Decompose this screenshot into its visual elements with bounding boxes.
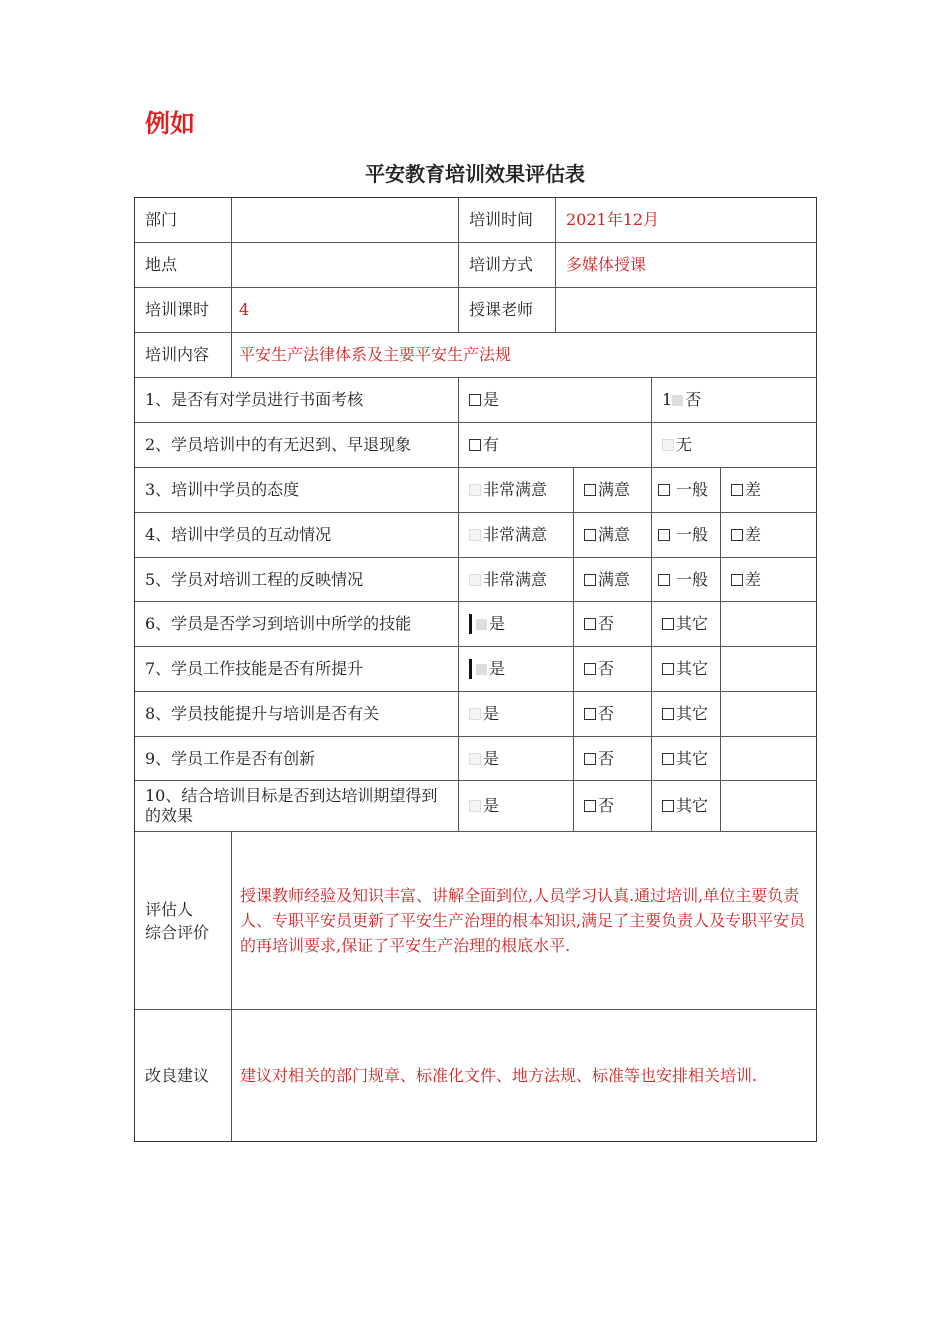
q10-option-no[interactable]: 否 <box>574 781 652 832</box>
checkbox-icon <box>662 708 674 720</box>
q7-option-other[interactable]: 其它 <box>652 647 721 692</box>
dept-label: 部门 <box>135 198 232 243</box>
checkbox-icon <box>731 574 743 586</box>
q3-option-satisfied[interactable]: 满意 <box>574 468 652 513</box>
checkbox-icon <box>469 800 481 812</box>
teacher-value <box>556 288 817 333</box>
q10-option-yes[interactable]: 是 <box>459 781 574 832</box>
checkbox-icon <box>658 529 670 541</box>
q4-option-very-satisfied[interactable]: 非常满意 <box>459 513 574 558</box>
checkbox-icon <box>469 439 481 451</box>
evaluation-text: 授课教师经验及知识丰富、讲解全面到位,人员学习认真.通过培训,单位主要负责人、专职平安员更新了平安生产治理的根本知识,满足了主要负责人及专职平安员的再培训要求,保证了平安生产治理的根底水平. <box>232 832 817 1010</box>
teacher-label: 授课老师 <box>459 288 556 333</box>
checkbox-icon <box>731 529 743 541</box>
q5-option-average[interactable]: 一般 <box>652 558 721 602</box>
checkbox-icon <box>469 394 481 406</box>
content-label: 培训内容 <box>135 333 232 378</box>
q3-option-very-satisfied[interactable]: 非常满意 <box>459 468 574 513</box>
checkbox-icon <box>662 800 674 812</box>
q4-option-satisfied[interactable]: 满意 <box>574 513 652 558</box>
q1-option-yes[interactable]: 是 <box>459 378 652 423</box>
checkbox-icon <box>584 753 596 765</box>
q9-blank <box>721 737 817 781</box>
checkbox-icon <box>469 529 481 541</box>
q8-option-no[interactable]: 否 <box>574 692 652 737</box>
checkbox-icon <box>584 708 596 720</box>
question-9: 9、学员工作是否有创新 <box>135 737 459 781</box>
q3-option-average[interactable]: 一般 <box>652 468 721 513</box>
page-title: 平安教育培训效果评估表 <box>365 162 585 186</box>
selected-mark-icon <box>469 659 472 679</box>
evaluation-label: 评估人 综合评价 <box>135 832 232 1010</box>
q7-blank <box>721 647 817 692</box>
time-label: 培训时间 <box>459 198 556 243</box>
improvement-label: 改良建议 <box>135 1010 232 1141</box>
q4-option-poor[interactable]: 差 <box>721 513 817 558</box>
selected-mark-icon <box>469 614 472 634</box>
checkbox-icon <box>476 664 487 675</box>
q9-option-other[interactable]: 其它 <box>652 737 721 781</box>
q6-option-yes[interactable]: 是 <box>459 602 574 647</box>
dept-value <box>232 198 459 243</box>
checkbox-icon <box>469 753 481 765</box>
question-7: 7、学员工作技能是否有所提升 <box>135 647 459 692</box>
checkbox-icon <box>584 574 596 586</box>
checkbox-icon <box>662 753 674 765</box>
q6-option-other[interactable]: 其它 <box>652 602 721 647</box>
checkbox-icon <box>584 529 596 541</box>
question-2: 2、学员培训中的有无迟到、早退现象 <box>135 423 459 468</box>
checkbox-icon <box>469 574 481 586</box>
evaluation-form-table <box>134 197 817 1142</box>
hours-label: 培训课时 <box>135 288 232 333</box>
checkbox-icon <box>584 484 596 496</box>
q2-option-yes[interactable]: 有 <box>459 423 652 468</box>
q9-option-no[interactable]: 否 <box>574 737 652 781</box>
question-4: 4、培训中学员的互动情况 <box>135 513 459 558</box>
checkbox-icon <box>672 395 683 406</box>
checkbox-icon <box>662 663 674 675</box>
example-label: 例如 <box>145 109 196 138</box>
q8-blank <box>721 692 817 737</box>
method-value: 多媒体授课 <box>556 243 817 288</box>
time-value: 2021年12月 <box>556 198 817 243</box>
question-3: 3、培训中学员的态度 <box>135 468 459 513</box>
checkbox-icon <box>658 574 670 586</box>
improvement-text: 建议对相关的部门规章、标准化文件、地方法规、标准等也安排相关培训. <box>240 1066 758 1085</box>
q7-option-yes[interactable]: 是 <box>459 647 574 692</box>
q5-option-very-satisfied[interactable]: 非常满意 <box>459 558 574 602</box>
hours-value: 4 <box>232 288 459 333</box>
question-8: 8、学员技能提升与培训是否有关 <box>135 692 459 737</box>
checkbox-icon <box>584 800 596 812</box>
location-label: 地点 <box>135 243 232 288</box>
q10-blank <box>721 781 817 832</box>
q5-option-satisfied[interactable]: 满意 <box>574 558 652 602</box>
q6-option-no[interactable]: 否 <box>574 602 652 647</box>
checkbox-icon <box>658 484 670 496</box>
q2-option-no[interactable]: 无 <box>652 423 817 468</box>
checkbox-icon <box>731 484 743 496</box>
checkbox-icon <box>662 439 674 451</box>
checkbox-icon <box>469 708 481 720</box>
q3-option-poor[interactable]: 差 <box>721 468 817 513</box>
question-10: 10、结合培训目标是否到达培训期望得到的效果 <box>135 781 459 832</box>
q10-option-other[interactable]: 其它 <box>652 781 721 832</box>
question-1: 1、是否有对学员进行书面考核 <box>135 378 459 423</box>
q8-option-other[interactable]: 其它 <box>652 692 721 737</box>
checkbox-icon <box>584 663 596 675</box>
q7-option-no[interactable]: 否 <box>574 647 652 692</box>
q5-option-poor[interactable]: 差 <box>721 558 817 602</box>
q8-option-yes[interactable]: 是 <box>459 692 574 737</box>
question-5: 5、学员对培训工程的反映情况 <box>135 558 459 602</box>
q6-blank <box>721 602 817 647</box>
q1-option-no[interactable]: 1 否 <box>652 378 817 423</box>
checkbox-icon <box>476 619 487 630</box>
question-6: 6、学员是否学习到培训中所学的技能 <box>135 602 459 647</box>
location-value <box>232 243 459 288</box>
method-label: 培训方式 <box>459 243 556 288</box>
content-value: 平安生产法律体系及主要平安生产法规 <box>232 333 817 378</box>
checkbox-icon <box>469 484 481 496</box>
q4-option-average[interactable]: 一般 <box>652 513 721 558</box>
checkbox-icon <box>662 618 674 630</box>
checkbox-icon <box>584 618 596 630</box>
q9-option-yes[interactable]: 是 <box>459 737 574 781</box>
